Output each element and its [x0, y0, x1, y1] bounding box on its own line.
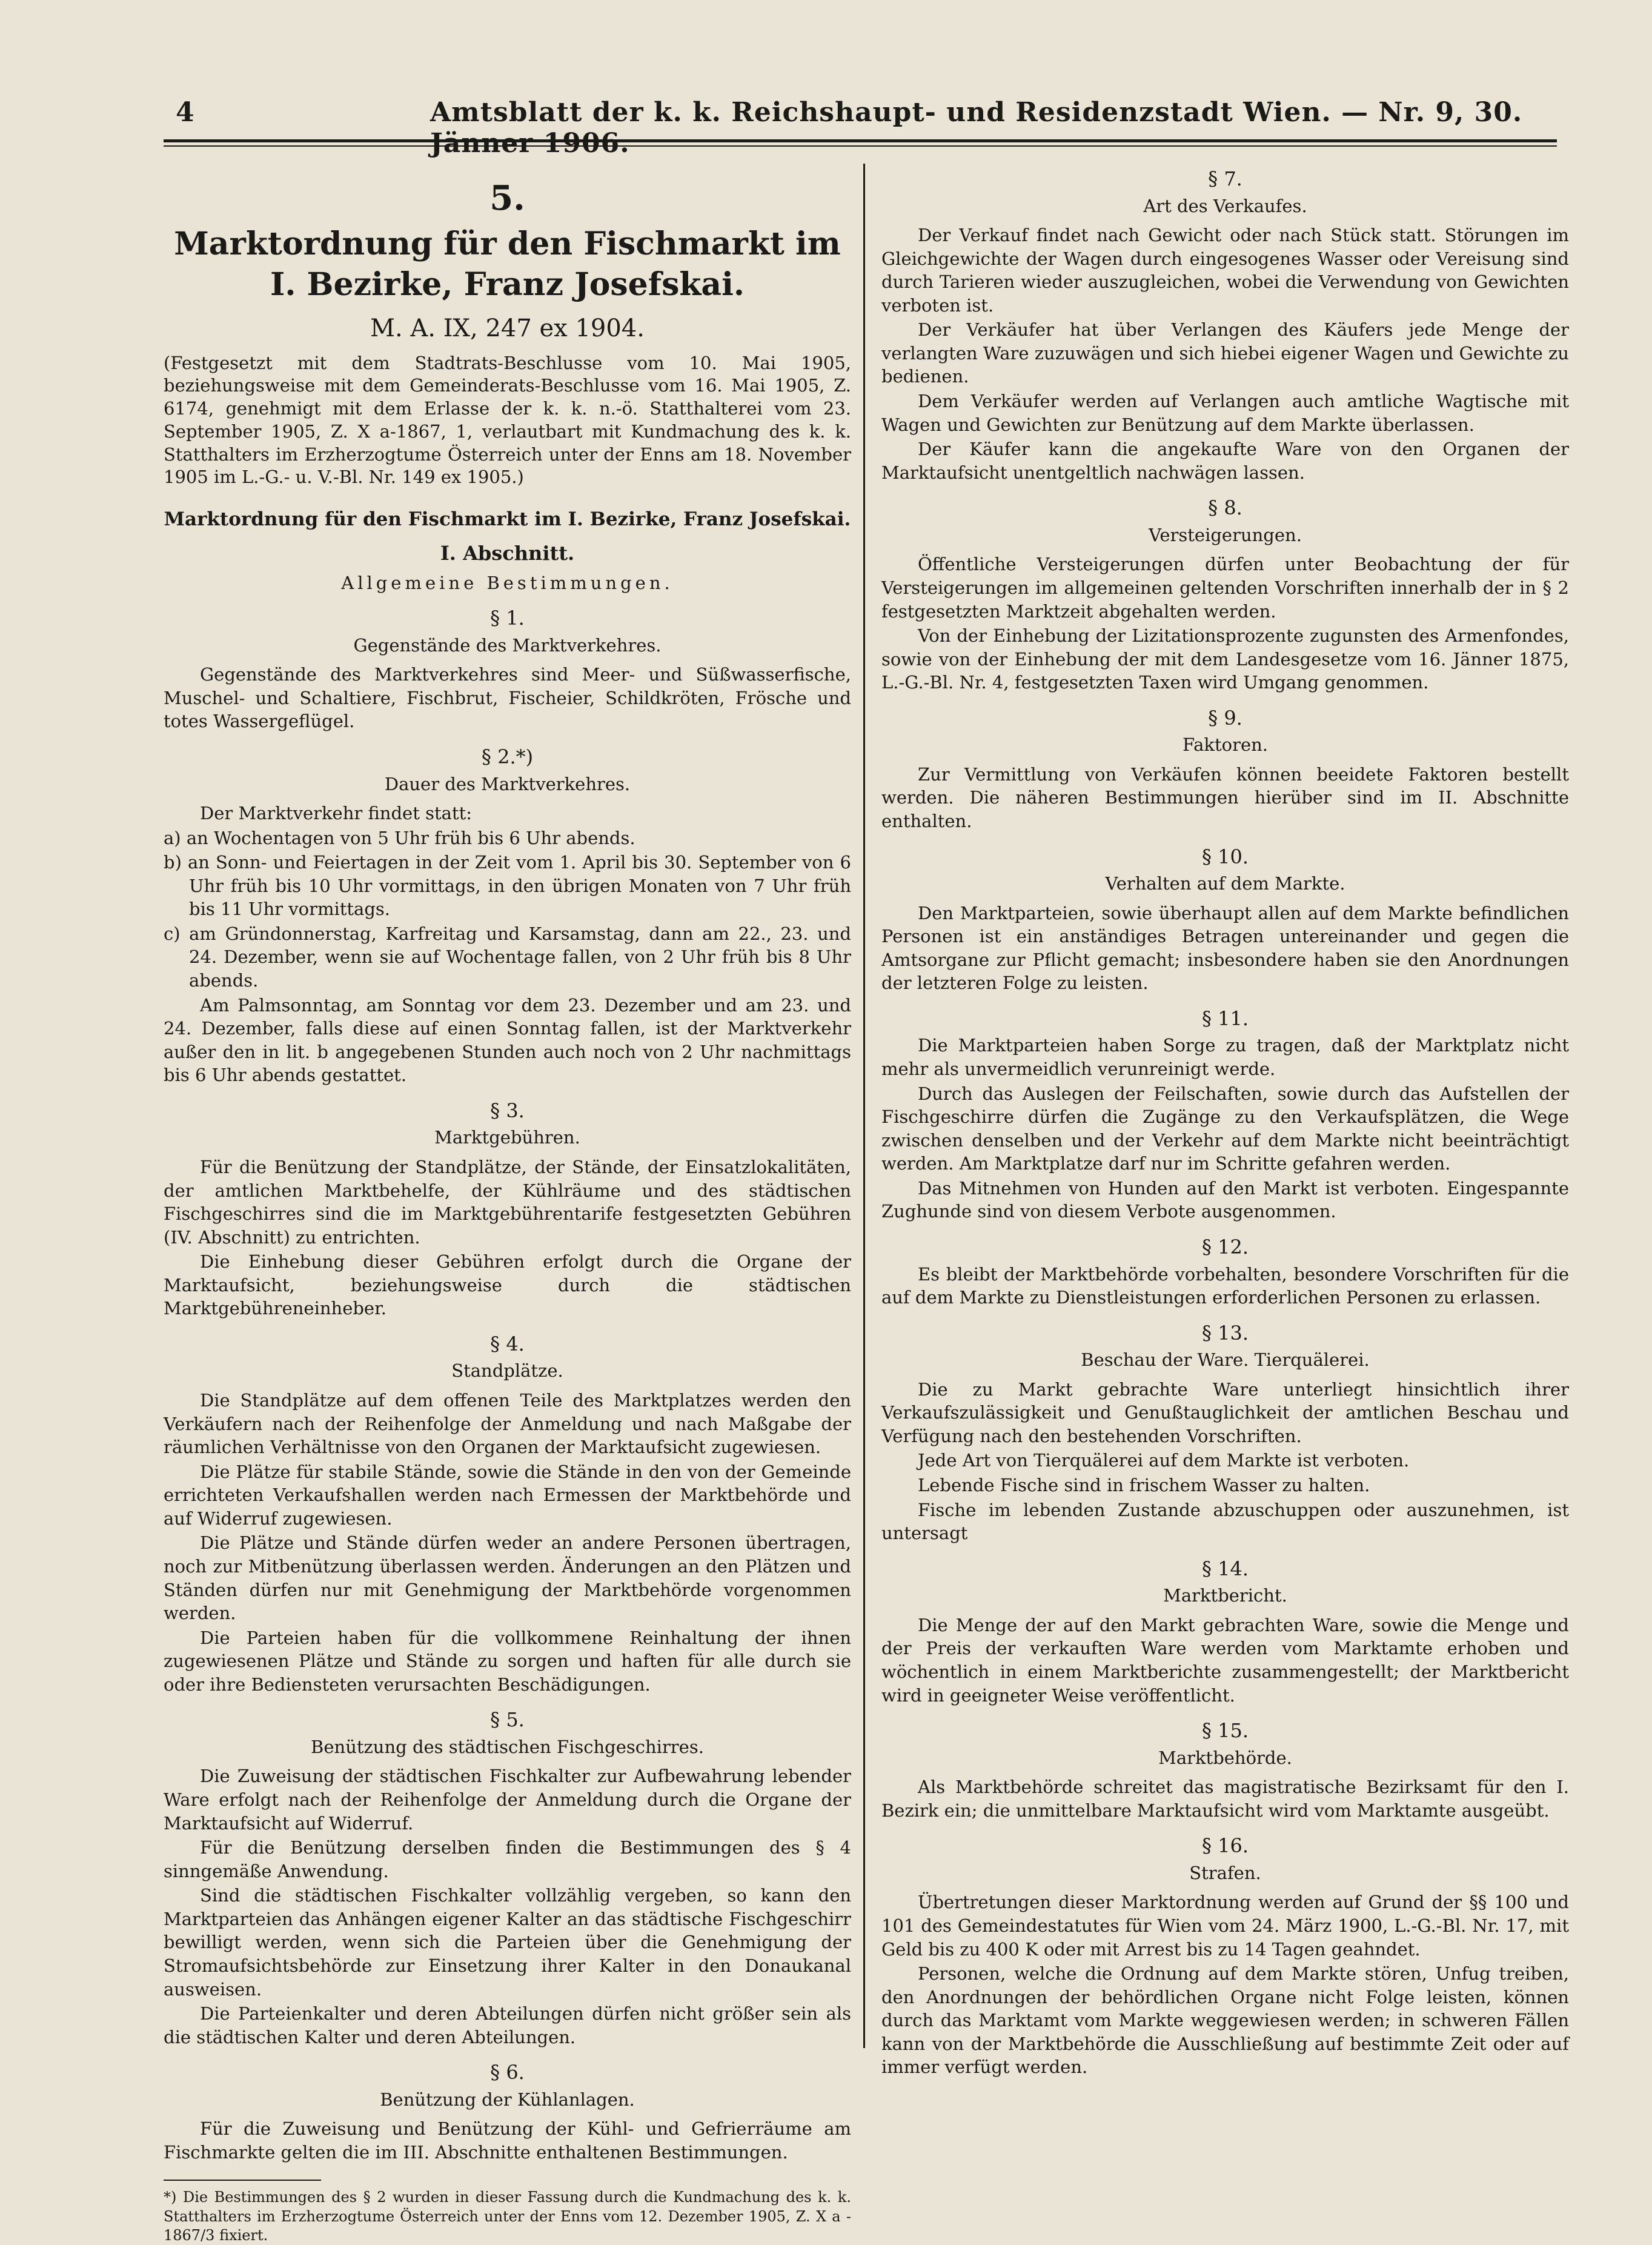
- paragraph-text: Die Zuweisung der städtischen Fischkalter zur Aufbewahrung lebender Ware erfolgt nach der Reihenfolge der Anmeldung durch die Organe der Marktaufsicht auf Widerruf.: [164, 1766, 851, 1834]
- paragraph-title: Strafen.: [1189, 1862, 1261, 1883]
- article-number: 5.: [489, 178, 525, 218]
- paragraph-text: Sind die städtischen Fischkalter vollzählig vergeben, so kann den Marktparteien das Anhängen eigener Kalter an das städtische Fischgeschirr bewilligt werden, wenn sich die Parteien über die Genehmigung der Stromaufsichtsbehörde zur Einsetzung ihrer Kalter in den Donaukanal ausweisen.: [164, 1885, 851, 2000]
- paragraph-text: Fische im lebenden Zustande abzuschuppen oder auszunehmen, ist untersagt: [881, 1499, 1569, 1544]
- paragraph-number: § 9.: [1208, 706, 1242, 730]
- paragraph-text: Der Käufer kann die angekaufte Ware von den Organen der Marktaufsicht unentgeltlich nachwägen lassen.: [881, 439, 1569, 483]
- paragraph-text: Jede Art von Tierquälerei auf dem Markte ist verboten.: [918, 1450, 1410, 1471]
- page-number: 4: [176, 97, 194, 128]
- enactment-note: (Festgesetzt mit dem Stadtrats-Beschlusse vom 10. Mai 1905, beziehungsweise mit dem Gemeinderats-Beschlusse vom 16. Mai 1905, Z. 6174, genehmigt mit dem Erlasse der k. k. n.-ö. Statthalterei vom 23. September 1905, Z. X a-1867, 1, verlautbart mit Kundmachung des k. k. Statthalters im Erzherzogtume Österreich unter der Enns am 18. November 1905 im L.-G.- u. V.-Bl. Nr. 149 ex 1905.): [164, 352, 851, 488]
- regulation-subtitle: Marktordnung für den Fischmarkt im I. Bezirke, Franz Josefskai.: [164, 508, 851, 530]
- document-page: [127, 79, 1569, 2244]
- paragraph-text: Die Marktparteien haben Sorge zu tragen, daß der Marktplatz nicht mehr als unvermeidlich verunreinigt werde.: [881, 1035, 1569, 1080]
- header-rule-thin: [164, 145, 1557, 147]
- article-title: Marktordnung für den Fischmarkt im I. Bezirke, Franz Josefskai.: [174, 225, 841, 304]
- paragraph-text: Die Plätze und Stände dürfen weder an andere Personen übertragen, noch zur Mitbenützung überlassen werden. Änderungen an den Plätzen und Ständen dürfen nur mit Genehmigung der Marktbehörde vorgenommen werden.: [164, 1532, 851, 1624]
- paragraph-number: § 8.: [1208, 496, 1242, 520]
- paragraph-title: Faktoren.: [1182, 734, 1269, 756]
- header-title: Amtsblatt der k. k. Reichshaupt- und Residenzstadt Wien. — Nr. 9, 30. Jänner 1906.: [430, 97, 1523, 159]
- list-item: a) an Wochentagen von 5 Uhr früh bis 6 Uhr abends.: [164, 827, 635, 848]
- paragraph-text: Von der Einhebung der Lizitationsprozente zugunsten des Armenfondes, sowie von der Einhebung der mit dem Landesgesetze vom 16. Jänner 1875, L.-G.-Bl. Nr. 4, festgesetzten Taxen wird Umgang genommen.: [881, 625, 1569, 693]
- paragraph-number: § 10.: [1201, 845, 1249, 868]
- paragraph-number: § 2.*): [481, 745, 534, 768]
- paragraph-text: Für die Benützung derselben finden die Bestimmungen des § 4 sinngemäße Anwendung.: [164, 1837, 851, 1881]
- paragraph-text: Die Parteienkalter und deren Abteilungen dürfen nicht größer sein als die städtischen Kalter und deren Abteilungen.: [164, 2003, 851, 2047]
- paragraph-number: § 16.: [1201, 1834, 1249, 1858]
- paragraph-title: Marktbehörde.: [1158, 1747, 1292, 1768]
- paragraph-text: Übertretungen dieser Marktordnung werden auf Grund der §§ 100 und 101 des Gemeindestatutes für Wien vom 24. März 1900, L.-G.-Bl. Nr. 17, mit Geld bis zu 400 K oder mit Arrest bis zu 14 Tagen geahndet.: [881, 1892, 1569, 1960]
- paragraph-text: Gegenstände des Marktverkehres sind Meer- und Süßwasserfische, Muschel- und Schaltiere, Fischbrut, Fischeier, Schildkröten, Frösche und totes Wassergeflügel.: [164, 664, 851, 732]
- paragraph-number: § 5.: [490, 1708, 525, 1732]
- paragraph-number: § 7.: [1208, 167, 1242, 190]
- paragraph-number: § 4.: [490, 1332, 525, 1355]
- paragraph-text: Am Palmsonntag, am Sonntag vor dem 23. Dezember und am 23. und 24. Dezember, falls diese auf einen Sonntag fallen, ist der Marktverkehr außer den in lit. b angegebenen Stunden auch noch von 2 Uhr nachmittags bis 6 Uhr abends gestattet.: [164, 994, 851, 1086]
- header-rule: [164, 139, 1557, 142]
- paragraph-title: Gegenstände des Marktverkehres.: [353, 634, 662, 656]
- list-item: b) an Sonn- und Feiertagen in der Zeit vom 1. April bis 30. September von 6 Uhr früh bis 10 Uhr vormittags, in den übrigen Monaten von 7 Uhr früh bis 11 Uhr vormittags.: [164, 852, 851, 920]
- paragraph-text: Dem Verkäufer werden auf Verlangen auch amtliche Wagtische mit Wagen und Gewichten zur Benützung auf dem Markte überlassen.: [881, 391, 1569, 435]
- paragraph-text: Für die Benützung der Standplätze, der Stände, der Einsatzlokalitäten, der amtlichen Marktbehelfe, der Kühlräume und des städtischen Fischgeschirres sind die im Marktgebührentarife festgesetzten Gebühren (IV. Abschnitt) zu entrichten.: [164, 1156, 851, 1248]
- paragraph-number: § 1.: [490, 607, 525, 630]
- paragraph-text: Lebende Fische sind in frischem Wasser zu halten.: [918, 1475, 1370, 1496]
- paragraph-number: § 14.: [1201, 1557, 1249, 1580]
- section-title: Allgemeine Bestimmungen.: [341, 572, 674, 593]
- paragraph-number: § 12.: [1201, 1235, 1249, 1259]
- paragraph-title: Benützung der Kühlanlagen.: [380, 2089, 635, 2110]
- paragraph-number: § 11.: [1201, 1006, 1249, 1030]
- paragraph-text: Die Parteien haben für die vollkommene Reinhaltung der ihnen zugewiesenen Plätze und Stände zu sorgen und haften für alle durch sie oder ihre Bediensteten verursachten Beschädigungen.: [164, 1627, 851, 1695]
- paragraph-text: Durch das Auslegen der Feilschaften, sowie durch das Aufstellen der Fischgeschirre dürfen die Zugänge zu den Verkaufsplätzen, die Wege zwischen denselben und der Verkehr auf dem Markte nicht beeinträchtigt werden. Am Marktplatze darf nur im Schritte gefahren werden.: [881, 1083, 1569, 1174]
- paragraph-text: Die Plätze für stabile Stände, sowie die Stände in den von der Gemeinde errichteten Verkaufshallen werden nach Ermessen der Marktbehörde und auf Widerruf zugewiesen.: [164, 1461, 851, 1529]
- paragraph-title: Art des Verkaufes.: [1143, 195, 1307, 216]
- paragraph-title: Marktgebühren.: [434, 1127, 580, 1148]
- paragraph-number: § 6.: [490, 2061, 525, 2084]
- paragraph-number: § 3.: [490, 1099, 525, 1122]
- paragraph-text: Die Einhebung dieser Gebühren erfolgt durch die Organe der Marktaufsicht, beziehungsweise durch die städtischen Marktgebühreneinheber.: [164, 1251, 851, 1319]
- paragraph-text: Es bleibt der Marktbehörde vorbehalten, besondere Vorschriften für die auf dem Markte zu Dienstleistungen erforderlichen Personen zu erlassen.: [881, 1263, 1569, 1308]
- left-column: [164, 164, 851, 2244]
- list: [164, 826, 851, 993]
- paragraph-title: Standplätze.: [451, 1360, 563, 1382]
- paragraph-number: § 15.: [1201, 1719, 1249, 1743]
- paragraph-text: Der Verkauf findet nach Gewicht oder nach Stück statt. Störungen im Gleichgewichte der Wagen durch eingesogenes Wasser oder Vereisung sind durch Tarieren wieder auszugleichen, wobei die Verwendung von Gewichten verboten ist.: [881, 225, 1569, 316]
- list-item: c) am Gründonnerstag, Karfreitag und Karsamstag, dann am 22., 23. und 24. Dezember, wenn sie auf Wochentage fallen, von 2 Uhr früh bis 8 Uhr abends.: [164, 923, 851, 991]
- paragraph-text: Den Marktparteien, sowie überhaupt allen auf dem Markte befindlichen Personen ist ein anständiges Betragen untereinander und gegen die Amtsorgane zur Pflicht gemacht; insbesondere haben sie den Anordnungen der letzteren Folge zu leisten.: [881, 902, 1569, 994]
- section-heading: I. Abschnitt.: [440, 542, 575, 565]
- paragraph-title: Versteigerungen.: [1149, 524, 1302, 545]
- paragraph-title: Dauer des Marktverkehres.: [384, 773, 631, 794]
- footnote: *) Die Bestimmungen des § 2 wurden in dieser Fassung durch die Kundmachung des k. k. Statthalters im Erzherzogtume Österreich unter der Enns vom 12. Dezember 1905, Z. X a - 1867/3 fixiert.: [164, 2189, 851, 2244]
- footnote-rule: [164, 2180, 321, 2181]
- paragraph-text: Die zu Markt gebrachte Ware unterliegt hinsichtlich ihrer Verkaufszulässigkeit und Genußtauglichkeit der amtlichen Beschau und Verfügung nach den bestehenden Vorschriften.: [881, 1379, 1569, 1446]
- paragraph-title: Marktbericht.: [1163, 1585, 1287, 1606]
- paragraph-text: Die Menge der auf den Markt gebrachten Ware, sowie die Menge und der Preis der verkauften Ware werden vom Marktamte erhoben und wöchentlich in einem Marktberichte zusammengestellt; der Marktbericht wird in geeigneter Weise veröffentlicht.: [881, 1614, 1569, 1706]
- page-header: [127, 97, 1569, 159]
- paragraph-title: Benützung des städtischen Fischgeschirres.: [311, 1736, 704, 1757]
- paragraph-text: Als Marktbehörde schreitet das magistratische Bezirksamt für den I. Bezirk ein; die unmittelbare Marktaufsicht wird vom Marktamte ausgeübt.: [881, 1777, 1569, 1821]
- paragraph-text: Personen, welche die Ordnung auf dem Markte stören, Unfug treiben, den Anordnungen der behördlichen Organe nicht Folge leisten, können durch das Marktamt vom Markte weggewiesen werden; in schweren Fällen kann von der Marktbehörde die Ausschließung auf bestimmte Zeit oder auf immer verfügt werden.: [881, 1963, 1569, 2078]
- paragraph-text: Zur Vermittlung von Verkäufen können beeidete Faktoren bestellt werden. Die näheren Bestimmungen hierüber sind im II. Abschnitte enthalten.: [881, 763, 1569, 832]
- paragraph-text: Der Marktverkehr findet statt:: [200, 803, 472, 824]
- paragraph-text: Für die Zuweisung und Benützung der Kühl- und Gefrierräume am Fischmarkte gelten die im III. Abschnitte enthaltenen Bestimmungen.: [164, 2118, 851, 2163]
- paragraph-text: Das Mitnehmen von Hunden auf den Markt ist verboten. Eingespannte Zughunde sind von diesem Verbote ausgenommen.: [881, 1177, 1569, 1222]
- paragraph-title: Beschau der Ware. Tierquälerei.: [1081, 1349, 1370, 1371]
- paragraph-title: Verhalten auf dem Markte.: [1105, 873, 1345, 894]
- paragraph-text: Der Verkäufer hat über Verlangen des Käufers jede Menge der verlangten Ware zuzuwägen und sich hiebei eigener Wagen und Gewichte zu bedienen.: [881, 319, 1569, 387]
- right-column: [881, 164, 1569, 2078]
- paragraph-text: Die Standplätze auf dem offenen Teile des Marktplatzes werden den Verkäufern nach der Reihenfolge der Anmeldung und nach Maßgabe der räumlichen Verhältnisse von den Organen der Marktaufsicht zugewiesen.: [164, 1390, 851, 1458]
- column-divider: [863, 164, 865, 2048]
- paragraph-number: § 13.: [1201, 1321, 1249, 1345]
- article-reference: M. A. IX, 247 ex 1904.: [370, 314, 645, 342]
- paragraph-text: Öffentliche Versteigerungen dürfen unter Beobachtung der für Versteigerungen im allgemeinen geltenden Vorschriften innerhalb der in § 2 festgesetzten Marktzeit abgehalten werden.: [881, 554, 1569, 622]
